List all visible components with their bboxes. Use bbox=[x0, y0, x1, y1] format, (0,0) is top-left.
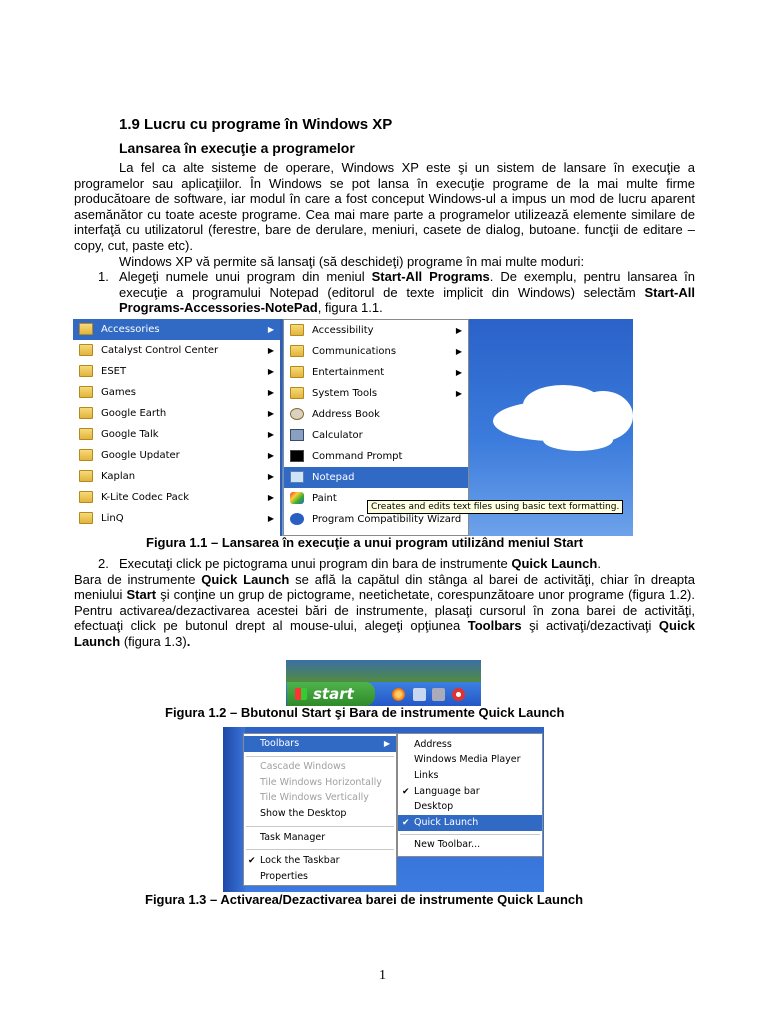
menu-item[interactable]: Links bbox=[414, 770, 439, 781]
list-number: 1. bbox=[98, 269, 109, 285]
list-item-2: 2. Executaţi click pe pictograma unui program din bara de instrumente Quick Launch. bbox=[98, 556, 601, 571]
menu-item[interactable]: K-Lite Codec Pack ▶ bbox=[73, 487, 280, 508]
folder-icon bbox=[79, 491, 93, 503]
figure-1-3-context-menu bbox=[223, 727, 544, 892]
submenu-arrow-icon: ▶ bbox=[267, 451, 274, 460]
menu-item[interactable]: Communications ▶ bbox=[284, 341, 468, 362]
figure-1-3-caption: Figura 1.3 – Activarea/Dezactivarea barei de instrumente Quick Launch bbox=[145, 892, 584, 907]
intro-paragraph-2: Windows XP vă permite să lansaţi (să deschideţi) programe în mai multe moduri: bbox=[119, 253, 585, 269]
menu-item-disabled: Tile Windows Vertically bbox=[260, 792, 369, 803]
submenu-arrow-icon: ▶ bbox=[455, 347, 462, 356]
menu-item-notepad[interactable]: Notepad bbox=[284, 467, 468, 488]
menu-item-disabled: Cascade Windows bbox=[260, 761, 346, 772]
help-icon bbox=[290, 513, 304, 525]
folder-icon bbox=[290, 366, 304, 378]
taskbar-vertical bbox=[223, 727, 245, 892]
folder-icon bbox=[290, 345, 304, 357]
folder-icon bbox=[290, 324, 304, 336]
menu-item-disabled: Tile Windows Horizontally bbox=[260, 777, 382, 788]
subsection-heading: Lansarea în execuţie a programelor bbox=[119, 140, 355, 156]
address-book-icon bbox=[290, 408, 304, 420]
submenu-arrow-icon: ▶ bbox=[267, 367, 274, 376]
folder-icon bbox=[79, 449, 93, 461]
figure-1-1-start-menu bbox=[73, 319, 633, 536]
folder-icon bbox=[290, 387, 304, 399]
submenu-arrow-icon: ▶ bbox=[267, 409, 274, 418]
menu-item[interactable]: Windows Media Player bbox=[414, 754, 521, 765]
programs-menu bbox=[73, 319, 282, 536]
opera-icon[interactable] bbox=[452, 688, 465, 701]
menu-item[interactable]: New Toolbar... bbox=[414, 839, 481, 850]
submenu-arrow-icon: ▶ bbox=[267, 346, 274, 355]
menu-separator bbox=[246, 826, 394, 827]
checkmark-icon: ✔ bbox=[402, 818, 410, 828]
menu-item[interactable]: Catalyst Control Center ▶ bbox=[73, 340, 280, 361]
folder-icon bbox=[79, 386, 93, 398]
menu-item[interactable]: LinQ ▶ bbox=[73, 508, 280, 529]
folder-icon bbox=[79, 512, 93, 524]
menu-item[interactable]: Address bbox=[414, 739, 452, 750]
figure-1-2-taskbar bbox=[286, 660, 481, 706]
command-prompt-icon bbox=[290, 450, 304, 462]
folder-icon bbox=[79, 344, 93, 356]
submenu-arrow-icon: ▶ bbox=[383, 739, 390, 748]
menu-separator bbox=[246, 756, 394, 757]
menu-item[interactable]: Accessibility ▶ bbox=[284, 320, 468, 341]
menu-item[interactable]: Google Talk ▶ bbox=[73, 424, 280, 445]
windows-logo-icon bbox=[295, 688, 307, 700]
menu-item[interactable]: Command Prompt bbox=[284, 446, 468, 467]
submenu-arrow-icon: ▶ bbox=[267, 430, 274, 439]
submenu-arrow-icon: ▶ bbox=[455, 326, 462, 335]
menu-item[interactable]: Program Compatibility Wizard bbox=[284, 509, 468, 530]
body-block-2 bbox=[74, 556, 695, 650]
menu-item-lock-taskbar[interactable]: ✔ Lock the Taskbar bbox=[244, 853, 396, 869]
firefox-icon[interactable] bbox=[392, 688, 405, 701]
list-number: 2. bbox=[98, 556, 109, 571]
menu-item[interactable]: Kaplan ▶ bbox=[73, 466, 280, 487]
start-button[interactable]: start bbox=[287, 682, 375, 706]
menu-item[interactable]: Desktop bbox=[414, 801, 454, 812]
submenu-arrow-icon: ▶ bbox=[267, 514, 274, 523]
folder-icon bbox=[79, 470, 93, 482]
folder-icon bbox=[79, 428, 93, 440]
intro-block bbox=[74, 160, 695, 316]
paint-icon bbox=[290, 492, 304, 504]
menu-item[interactable]: Entertainment ▶ bbox=[284, 362, 468, 383]
figure-1-1-caption: Figura 1.1 – Lansarea în execuţie a unui program utilizând meniul Start bbox=[146, 535, 584, 550]
menu-item-toolbars[interactable]: Toolbars ▶ bbox=[244, 736, 396, 752]
menu-item[interactable]: ESET ▶ bbox=[73, 361, 280, 382]
notepad-tooltip: Creates and edits text files using basic text formatting. bbox=[367, 500, 623, 514]
show-desktop-icon[interactable] bbox=[413, 688, 426, 701]
media-icon[interactable] bbox=[432, 688, 445, 701]
menu-item[interactable]: Google Updater ▶ bbox=[73, 445, 280, 466]
figure-1-2-caption: Figura 1.2 – Bbutonul Start şi Bara de instrumente Quick Launch bbox=[165, 705, 565, 720]
toolbars-submenu bbox=[397, 733, 543, 857]
menu-item[interactable]: Games ▶ bbox=[73, 382, 280, 403]
menu-separator bbox=[400, 834, 540, 835]
menu-item[interactable]: Properties bbox=[260, 871, 309, 882]
menu-item[interactable]: Calculator bbox=[284, 425, 468, 446]
folder-icon bbox=[79, 407, 93, 419]
submenu-arrow-icon: ▶ bbox=[455, 368, 462, 377]
menu-item[interactable]: Task Manager bbox=[260, 832, 326, 843]
menu-item-language-bar[interactable]: ✔ Language bar bbox=[398, 784, 542, 800]
submenu-arrow-icon: ▶ bbox=[267, 493, 274, 502]
menu-separator bbox=[246, 849, 394, 850]
submenu-arrow-icon: ▶ bbox=[267, 325, 274, 334]
calculator-icon bbox=[290, 429, 304, 441]
menu-item[interactable]: System Tools ▶ bbox=[284, 383, 468, 404]
menu-item[interactable]: Show the Desktop bbox=[260, 808, 347, 819]
menu-item-quick-launch[interactable]: ✔ Quick Launch bbox=[398, 815, 542, 831]
section-heading: 1.9 Lucru cu programe în Windows XP bbox=[119, 116, 393, 133]
submenu-arrow-icon: ▶ bbox=[267, 472, 274, 481]
checkmark-icon: ✔ bbox=[248, 856, 256, 866]
notepad-icon bbox=[290, 471, 304, 483]
folder-icon bbox=[79, 365, 93, 377]
folder-icon bbox=[79, 323, 93, 335]
submenu-arrow-icon: ▶ bbox=[267, 388, 274, 397]
checkmark-icon: ✔ bbox=[402, 787, 410, 797]
menu-item[interactable]: Address Book bbox=[284, 404, 468, 425]
submenu-arrow-icon: ▶ bbox=[455, 389, 462, 398]
list-item-1: 1. Alegeţi numele unui program din meniul Start-All Programs. De exemplu, pentru lansarea în execuţie a programului Notepad (editorul de texte implicit din Windows) selectăm Start-All Programs-Accessories-NotePad, figura 1.1. bbox=[98, 269, 695, 316]
taskbar-context-menu bbox=[243, 733, 397, 886]
intro-paragraph: La fel ca alte sisteme de operare, Windows XP este şi un sistem de lansare în execuţie a programelor sau aplicaţiilor. În Windows se pot lansa în execuţie programe de la mai multe firme producătoare de software, iar modul în care a fost conceput Windows-ul a impus un mod de lucru aparent asemănător cu toate aceste programe. Cea mai mare parte a programelor utilizează elemente similare de interfaţă cu utilizatorul (ferestre, bare de derulare, meniuri, casete de dialog, butoane. funcţii de editare – copy, cut, paste etc). bbox=[74, 160, 695, 253]
page-number: 1 bbox=[379, 968, 386, 983]
quick-launch-paragraph: Bara de instrumente Quick Launch se află la capătul din stânga al barei de activităţi, chiar în dreapta meniului Start şi conţine un grup de pictograme, neetichetate, corespunzătoare unor programe (figura 1.2). Pentru activarea/dezactivarea acestei bări de instrumente, plasaţi cursorul în zona barei de activităţi, efectuaţi click pe butonul drept al mouse-ului, alegeţi opţiunea Toolbars şi activaţi/dezactivaţi Quick Launch (figura 1.3). bbox=[74, 571, 696, 649]
menu-item-accessories[interactable]: Accessories ▶ bbox=[73, 319, 280, 340]
menu-item[interactable]: Paint bbox=[284, 488, 468, 509]
menu-item[interactable]: Google Earth ▶ bbox=[73, 403, 280, 424]
